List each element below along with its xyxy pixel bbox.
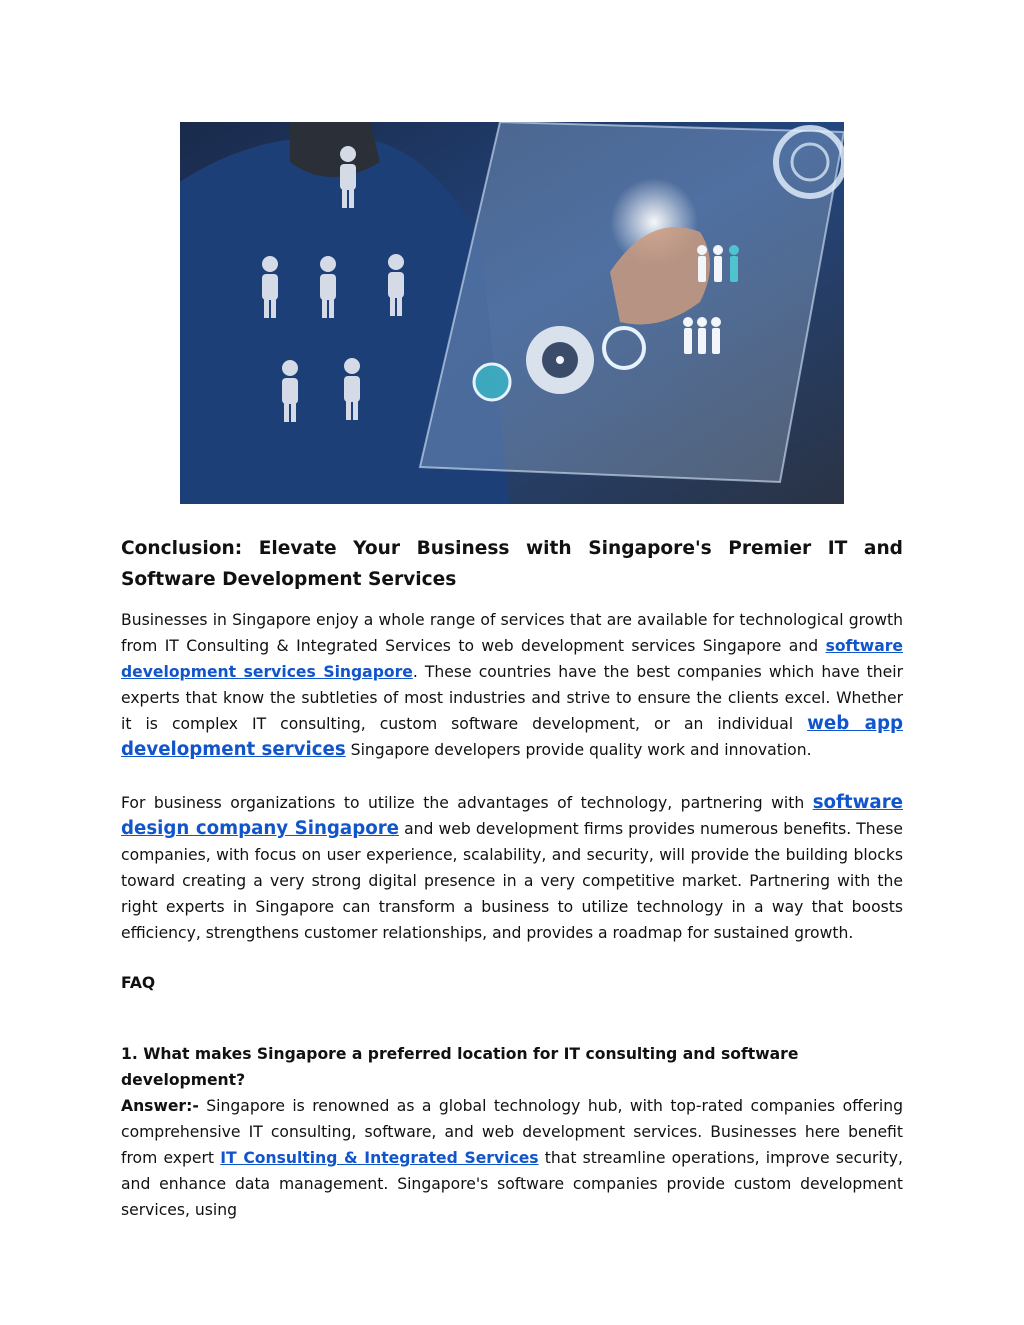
- section-title: Conclusion: Elevate Your Business with Singapore's Premier IT and Software Development Services: [121, 538, 903, 590]
- answer-label: Answer:-: [121, 1097, 199, 1115]
- paragraph-text: Businesses in Singapore enjoy a whole range of services that are available for technological growth from IT Consulting & Integrated Services to web development services Singapore and: [121, 611, 903, 655]
- it-consulting-link[interactable]: IT Consulting & Integrated Services: [220, 1149, 539, 1167]
- paragraph-text: . These countries have the best companies which have their experts that know the subtleties of most industries and strive to ensure the clients excel. Whether it is complex IT consulting, custom software development, or an individual: [121, 663, 903, 733]
- conclusion-paragraph-1: [121, 607, 903, 763]
- business-technology-illustration: [180, 122, 844, 504]
- web-app-development-link[interactable]: web app development services: [121, 713, 903, 760]
- article-content: [121, 533, 903, 1223]
- software-design-company-link[interactable]: software design company Singapore: [121, 792, 903, 839]
- software-development-link[interactable]: software development services Singapore: [121, 637, 903, 681]
- conclusion-paragraph-2: [121, 790, 903, 946]
- paragraph-text: that streamline operations, improve security, and enhance data management. Singapore's software companies provide custom development services, using: [121, 1149, 903, 1219]
- faq-question-1: 1. What makes Singapore a preferred location for IT consulting and software development?: [121, 1045, 799, 1089]
- spacer: [121, 763, 903, 790]
- faq-answer-1: [121, 1093, 903, 1223]
- paragraph-text: and web development firms provides numerous benefits. These companies, with focus on user experience, scalability, and security, will provide the building blocks toward creating a very strong digital presence in a very competitive market. Partnering with the right experts in Singapore can transform a business to utilize technology in a way that boosts efficiency, strengthens customer relationships, and provides a roadmap for sustained growth.: [121, 820, 904, 942]
- paragraph-text: Singapore is renowned as a global technology hub, with top-rated companies offering comprehensive IT consulting, software, and web development services. Businesses here benefit from expert: [121, 1097, 903, 1167]
- paragraph-text: For business organizations to utilize the advantages of technology, partnering with: [121, 794, 813, 812]
- hero-image: [180, 122, 844, 504]
- paragraph-text: Singapore developers provide quality work and innovation.: [345, 741, 812, 759]
- faq-heading: FAQ: [121, 974, 156, 992]
